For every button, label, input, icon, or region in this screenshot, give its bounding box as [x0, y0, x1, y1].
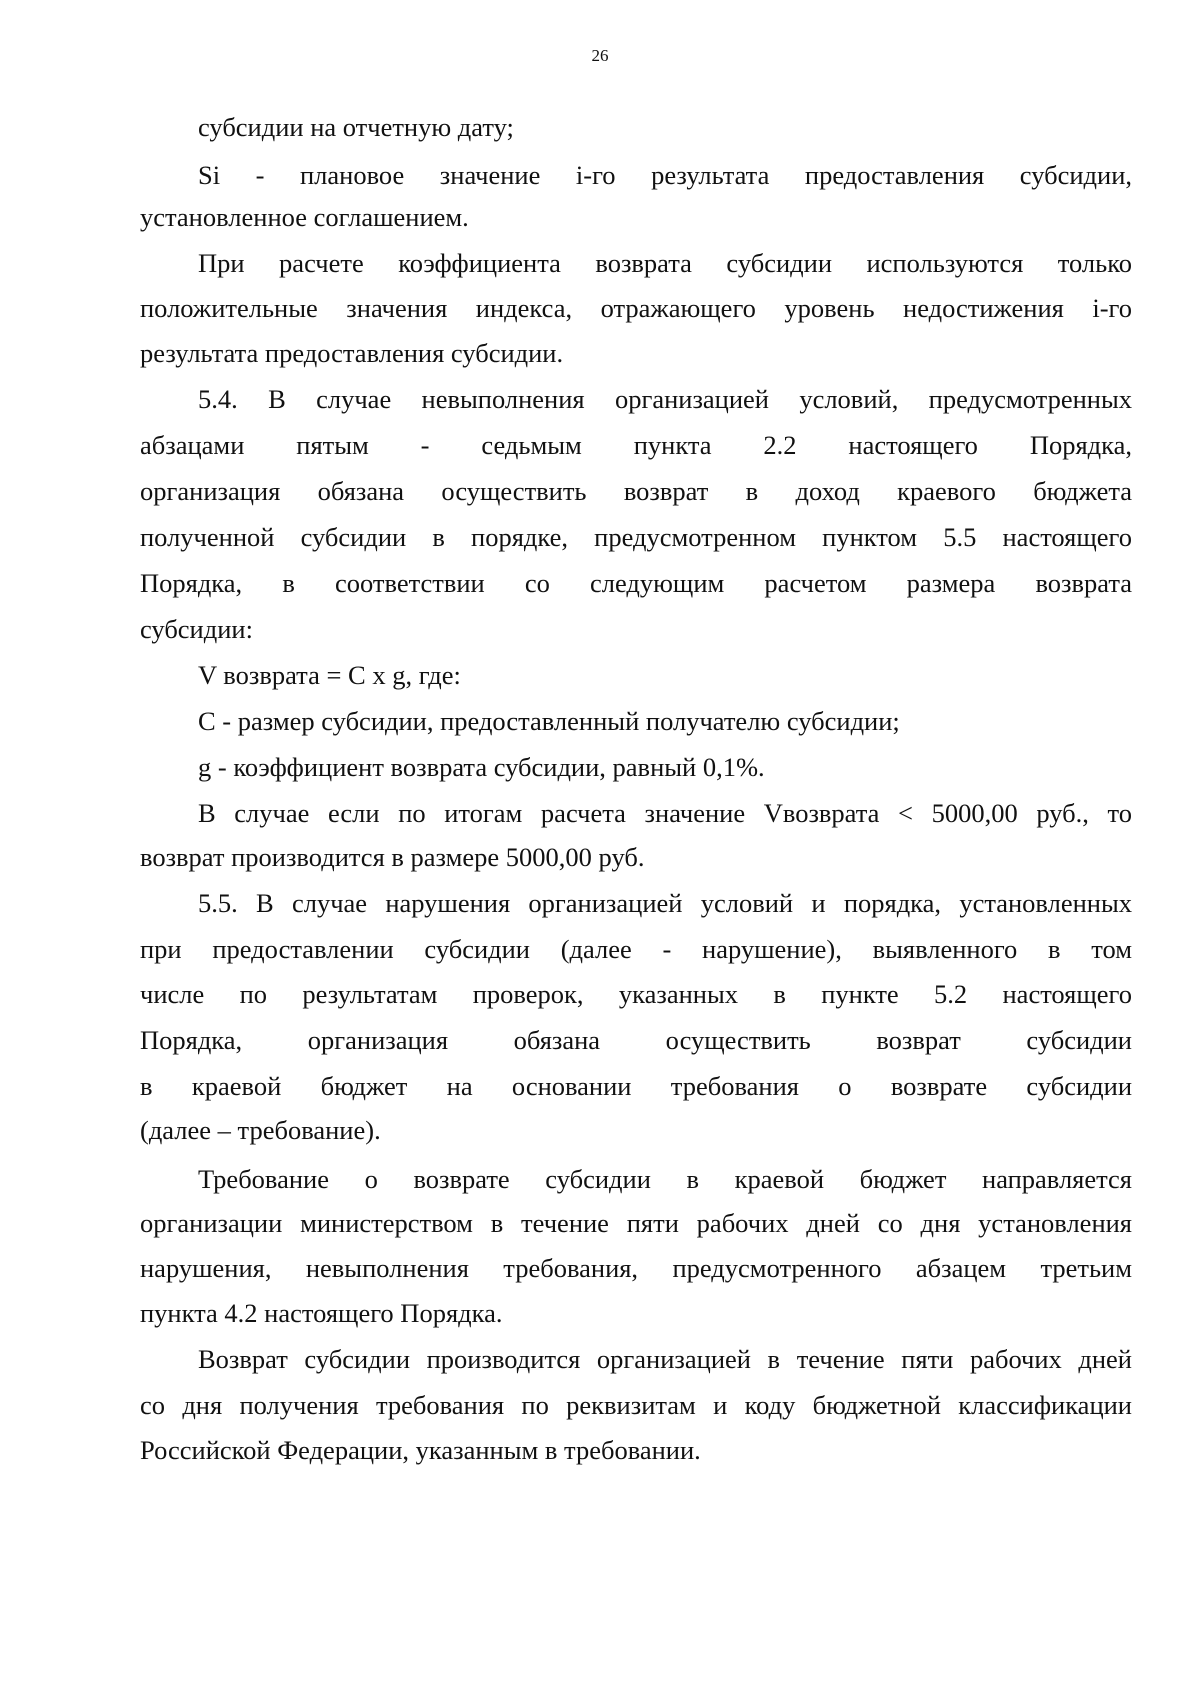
text-line: возврат производится в размере 5000,00 руб. — [140, 842, 645, 872]
text-line: Порядка, организация обязана осуществить возврат субсидии — [140, 1025, 1132, 1055]
text-line: При расчете коэффициента возврата субсидии используются только — [198, 248, 1132, 278]
text-line: Порядка, в соответствии со следующим расчетом размера возврата — [140, 568, 1132, 598]
text-line: (далее – требование). — [140, 1115, 381, 1145]
text-line: Требование о возврате субсидии в краевой бюджет направляется — [198, 1164, 1132, 1194]
text-line: числе по результатам проверок, указанных в пункте 5.2 настоящего — [140, 979, 1132, 1009]
text-line: организация обязана осуществить возврат в доход краевого бюджета — [140, 476, 1132, 506]
text-line: пункта 4.2 настоящего Порядка. — [140, 1298, 503, 1328]
text-line: полученной субсидии в порядке, предусмотренном пунктом 5.5 настоящего — [140, 522, 1132, 552]
text-line: организации министерством в течение пяти рабочих дней со дня установления — [140, 1208, 1132, 1238]
text-line: абзацами пятым - седьмым пункта 2.2 настоящего Порядка, — [140, 430, 1132, 460]
text-line: C - размер субсидии, предоставленный получателю субсидии; — [198, 706, 900, 736]
text-line: g - коэффициент возврата субсидии, равный 0,1%. — [198, 752, 765, 782]
text-line: В случае если по итогам расчета значение Vвозврата < 5000,00 руб., то — [198, 798, 1132, 828]
text-line: 5.5. В случае нарушения организацией условий и порядка, установленных — [198, 888, 1132, 918]
text-line: результата предоставления субсидии. — [140, 338, 564, 368]
text-line: субсидии на отчетную дату; — [198, 112, 514, 142]
text-line: Российской Федерации, указанным в требовании. — [140, 1435, 701, 1465]
page-number: 26 — [591, 46, 609, 65]
text-line: Возврат субсидии производится организацией в течение пяти рабочих дней — [198, 1344, 1132, 1374]
text-line: положительные значения индекса, отражающего уровень недостижения i-го — [140, 293, 1132, 323]
text-line: установленное соглашением. — [140, 202, 469, 232]
text-line: в краевой бюджет на основании требования о возврате субсидии — [140, 1071, 1132, 1101]
text-line: со дня получения требования по реквизитам и коду бюджетной классификации — [140, 1390, 1132, 1420]
formula-line: V возврата = C x g, где: — [198, 660, 461, 690]
text-line: субсидии: — [140, 614, 253, 644]
text-line: 5.4. В случае невыполнения организацией условий, предусмотренных — [198, 384, 1132, 414]
text-line: нарушения, невыполнения требования, предусмотренного абзацем третьим — [140, 1253, 1132, 1283]
text-line: при предоставлении субсидии (далее - нарушение), выявленного в том — [140, 934, 1132, 964]
text-line: Si - плановое значение i-го результата предоставления субсидии, — [198, 160, 1132, 190]
